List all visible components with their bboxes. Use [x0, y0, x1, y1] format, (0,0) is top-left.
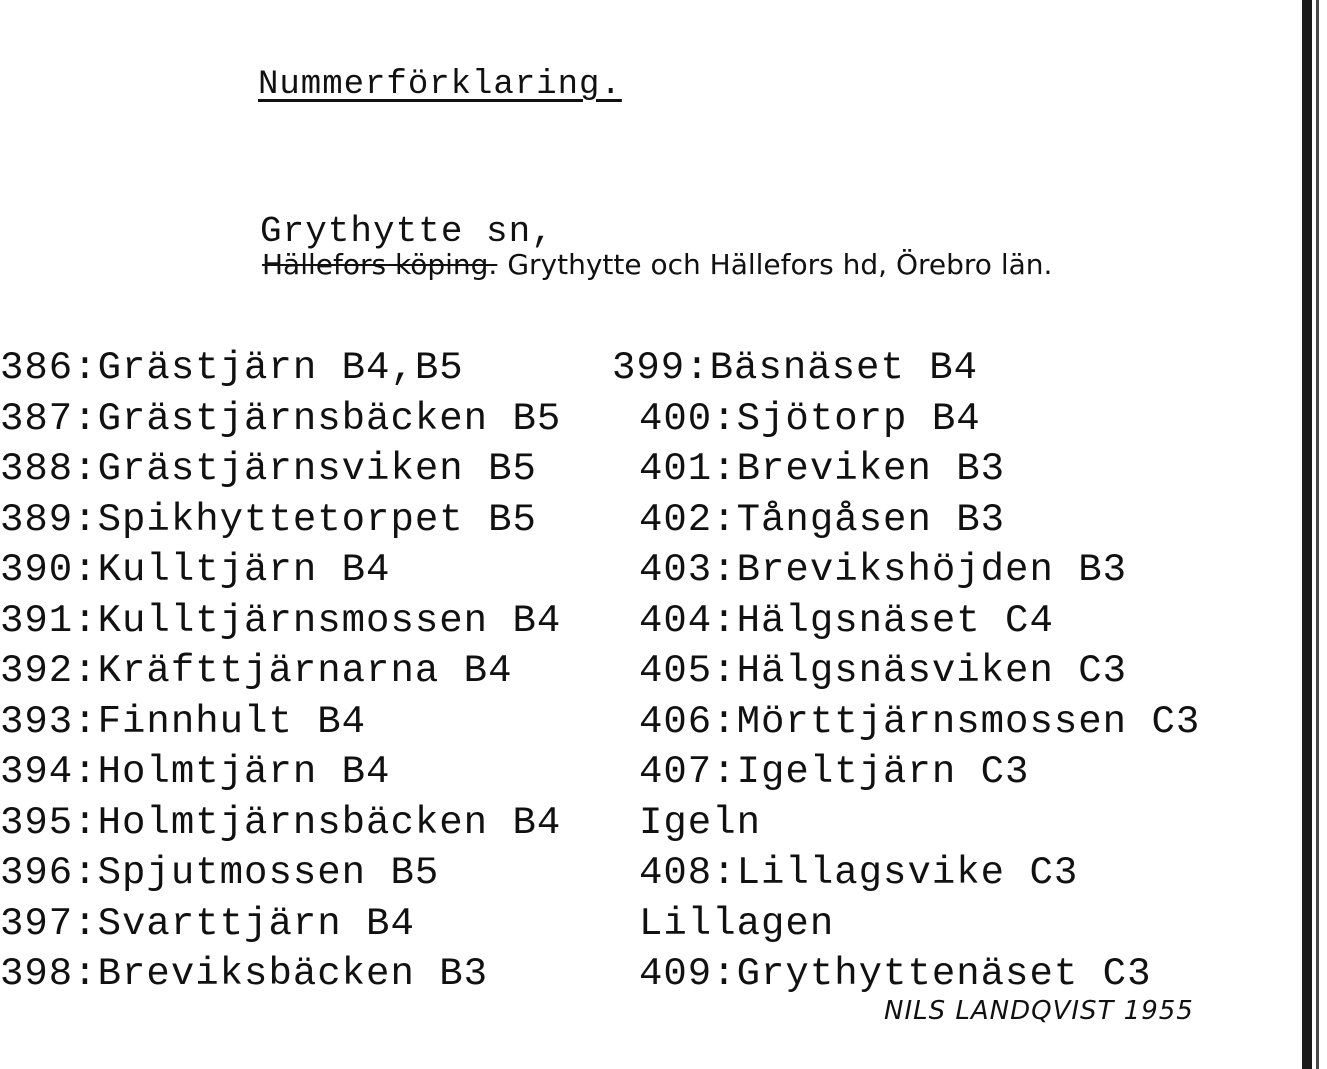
district-text: Grythytte och Hällefors hd, Örebro län. — [507, 248, 1053, 281]
place-list-left — [0, 343, 561, 1000]
place-entry: 391:Kulltjärnsmossen B4 — [0, 598, 562, 643]
place-entry: 406:Mörttjärnsmossen C3 — [639, 699, 1201, 744]
place-list-right — [612, 343, 1200, 1000]
scan-edge-line — [1316, 0, 1319, 1069]
place-entry: 405:Hälgsnäsviken C3 — [639, 649, 1128, 693]
place-entry: 395:Holmtjärnsbäcken B4 — [0, 800, 562, 845]
page-title: Nummerförklaring. — [258, 66, 622, 104]
place-entry: 386:Grästjärn B4,B5 — [0, 346, 464, 390]
place-entry: 388:Grästjärnsviken B5 — [0, 447, 537, 491]
place-entry: 403:Brevikshöjden B3 — [639, 548, 1128, 592]
author-signature: NILS LANDQVIST 1955 — [884, 996, 1194, 1026]
place-entry: 409:Grythyttenäset C3 — [639, 952, 1152, 996]
parish-heading: Grythytte sn, — [260, 211, 554, 252]
place-entry: 404:Hälgsnäset C4 — [639, 598, 1054, 643]
place-entry: 389:Spikhyttetorpet B5 — [0, 497, 537, 542]
place-entry: 401:Breviken B3 — [639, 447, 1006, 491]
place-entry: 393:Finnhult B4 — [0, 699, 367, 744]
place-entry: 396:Spjutmossen B5 — [0, 851, 440, 895]
place-entry: 387:Grästjärnsbäcken B5 — [0, 396, 562, 441]
place-entry: 402:Tångåsen B3 — [639, 497, 1006, 542]
scan-edge-bar — [1302, 0, 1312, 1069]
place-entry: 408:Lillagsvike C3 — [639, 851, 1079, 895]
place-entry: 400:Sjötorp B4 — [639, 396, 981, 441]
place-entry: 397:Svarttjärn B4 — [0, 901, 415, 946]
place-entry-alias: Lillagen — [639, 901, 835, 946]
place-entry: 390:Kulltjärn B4 — [0, 548, 391, 592]
place-entry-alias: Igeln — [639, 800, 762, 845]
district-struck-text: Hällefors köping. — [262, 248, 498, 281]
place-entry: 407:Igeltjärn C3 — [639, 750, 1030, 794]
place-entry: 392:Kräfttjärnarna B4 — [0, 649, 513, 693]
place-entry: 398:Breviksbäcken B3 — [0, 952, 489, 996]
place-entry: 394:Holmtjärn B4 — [0, 750, 391, 794]
place-entry: 399:Bäsnäset B4 — [612, 346, 979, 390]
district-line — [262, 248, 1052, 281]
